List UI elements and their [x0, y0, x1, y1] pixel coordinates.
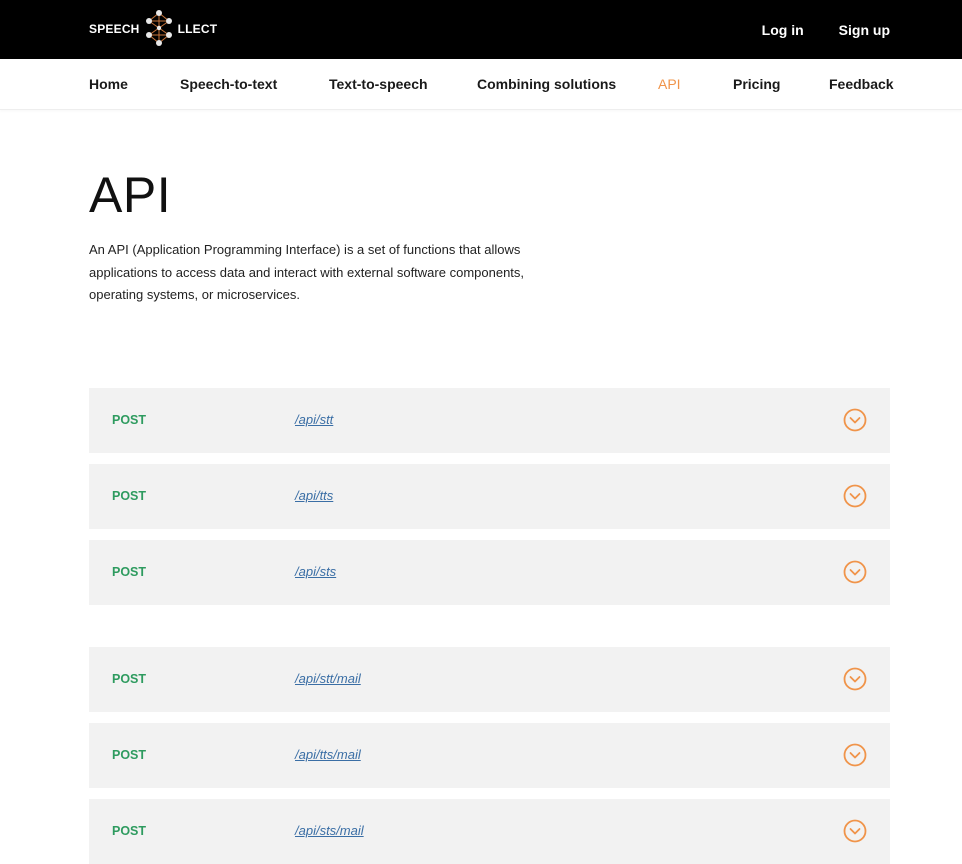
intro-text: An API (Application Programming Interface) is a set of functions that allows applications to access data and interact with external software components, operating systems, or microservices. [89, 242, 525, 302]
endpoint-row-sts-mail[interactable] [89, 799, 890, 864]
endpoint-row-stt[interactable] [89, 388, 890, 453]
endpoint-path-link[interactable]: /api/stt [295, 412, 334, 427]
method-label: POST [112, 413, 147, 427]
nav-item-combining-solutions[interactable]: Combining solutions [477, 76, 617, 92]
method-label: POST [112, 672, 147, 686]
chevron-down-circle-icon[interactable] [843, 560, 867, 584]
main-nav [0, 59, 962, 110]
chevron-down-circle-icon[interactable] [843, 408, 867, 432]
chevron-down-circle-icon[interactable] [843, 819, 867, 843]
endpoint-path-link[interactable]: /api/sts/mail [295, 823, 364, 838]
logo-text-right: LLECT [177, 22, 218, 36]
page-title: API [89, 167, 172, 223]
logo-text-left: SPEECH [89, 22, 140, 36]
nav-item-feedback[interactable]: Feedback [829, 76, 894, 92]
method-label: POST [112, 565, 147, 579]
brand-logo[interactable] [89, 8, 217, 50]
endpoint-row-stt-mail[interactable] [89, 647, 890, 712]
auth-links [762, 0, 890, 59]
endpoint-path-link[interactable]: /api/stt/mail [295, 671, 361, 686]
chevron-down-circle-icon[interactable] [843, 484, 867, 508]
method-label: POST [112, 824, 147, 838]
endpoint-path-link[interactable]: /api/tts/mail [295, 747, 361, 762]
nav-item-pricing[interactable]: Pricing [733, 76, 781, 92]
nav-item-speech-to-text[interactable]: Speech-to-text [180, 76, 278, 92]
chevron-down-circle-icon[interactable] [843, 667, 867, 691]
nav-item-home[interactable]: Home [89, 76, 128, 92]
endpoint-row-tts-mail[interactable] [89, 723, 890, 788]
login-link[interactable]: Log in [761, 21, 804, 38]
endpoint-path-link[interactable]: /api/sts [295, 564, 337, 579]
method-label: POST [112, 748, 147, 762]
network-nodes-icon [141, 9, 177, 49]
endpoint-row-tts[interactable] [89, 464, 890, 529]
signup-link[interactable]: Sign up [838, 21, 890, 38]
top-header [0, 0, 962, 59]
chevron-down-circle-icon[interactable] [843, 743, 867, 767]
nav-item-api[interactable]: API [658, 76, 681, 92]
nav-item-text-to-speech[interactable]: Text-to-speech [329, 76, 428, 92]
method-label: POST [112, 489, 147, 503]
endpoint-row-sts[interactable] [89, 540, 890, 605]
endpoint-path-link[interactable]: /api/tts [295, 488, 334, 503]
